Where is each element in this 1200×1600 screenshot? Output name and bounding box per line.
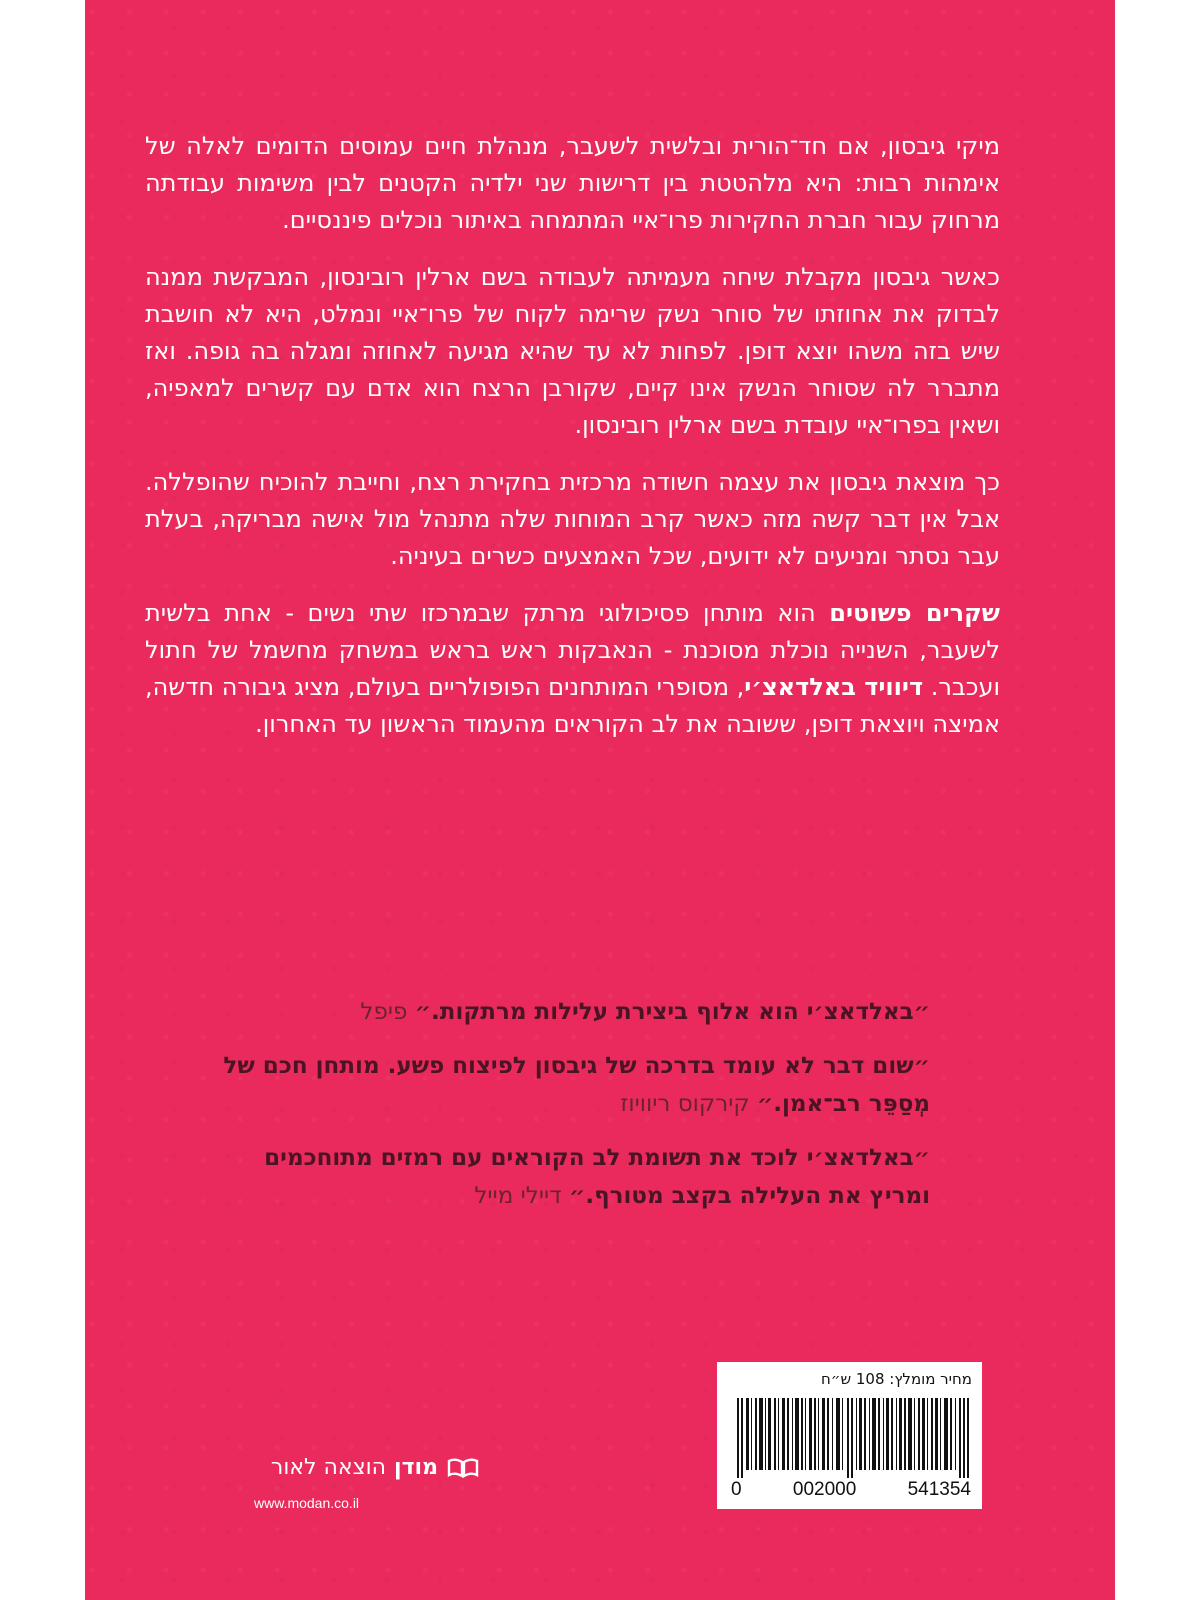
blurb-paragraph-2: כאשר גיבסון מקבלת שיחה מעמיתה לעבודה בשם ארלין רובינסון, המבקשת ממנה לבדוק את אחוזתו של סוחר נשק שרימה לקוח של פרו־איי ונמלט, היא לא חושבת שיש בזה משהו יוצא דופן. לפחות לא עד שהיא מגיעה לאחוזה ומגלה בה גופה. ואז מתברר לה שסוחר הנשק אינו קיים, שקורבן הרצח הוא אדם עם קשרים למאפיה, ושאין בפרו־איי עובדת בשם ארלין רובינסון. (145, 263, 1000, 439)
barcode-digit-group: 002000 (792, 1479, 857, 1500)
quote-source: קירקוס ריוויוז (620, 1091, 750, 1117)
modan-logo-icon (446, 1457, 480, 1479)
publisher-name-bold: מודן (394, 1455, 438, 1480)
barcode-icon (737, 1398, 969, 1478)
barcode-box (717, 1362, 982, 1509)
price-label: מחיר מומלץ: 108 ש״ח (821, 1370, 972, 1388)
review-quote (200, 1139, 930, 1215)
quote-source: פיפל (360, 999, 408, 1025)
publisher-name-rest: הוצאה לאור (270, 1455, 387, 1480)
book-title: שקרים פשוטים (829, 599, 1000, 627)
blurb-paragraph-1: מיקי גיבסון, אם חד־הורית ובלשית לשעבר, מנהלת חיים עמוסים הדומים לאלה של אימהות רבות: היא מלהטטת בין דרישות שני ילדיה הקטנים לבין משימות עבודתה מרחוק עבור חברת החקירות פרו־איי המתמחה באיתור נוכלים פיננסיים. (145, 132, 1000, 234)
blurb (145, 128, 1000, 763)
author-name: דיוויד באלדאצ׳י (744, 673, 924, 701)
barcode-digit-group: 541354 (907, 1479, 971, 1500)
blurb-text: הוא מותחן פסיכולוגי מרתק שבמרכזו שתי נשים - אחת בלשית לשעבר, השנייה נוכלת מסוכנת - הנאבקות ראש בראש במשחק מחשמל של חתול ועכבר. (145, 599, 1001, 701)
quote-source: דיילי מייל (474, 1183, 562, 1209)
quote-text: ״באלדאצ׳י לוכד את תשומת לב הקוראים עם רמזים מתוחכמים ומריץ את העלילה בקצב מטורף.״ (264, 1145, 930, 1209)
quote-text: ״שום דבר לא עומד בדרכה של גיבסון לפיצוח פשע. מותחן חכם של מְסַפֵּר רב־אמן.״ (223, 1053, 930, 1117)
review-quotes (200, 993, 930, 1231)
barcode-digits (731, 1479, 971, 1501)
blurb-text: , מסופרי המותחנים הפופולריים בעולם, מציג גיבורה חדשה, אמיצה ויוצאת דופן, ששובה את לב הקוראים מהעמוד הראשון עד האחרון. (145, 673, 1000, 738)
blurb-paragraph-3: כך מוצאת גיבסון את עצמה חשודה מרכזית בחקירת רצח, וחייבת להוכיח שהופללה. אבל אין דבר קשה מזה כאשר קרב המוחות שלה מתנהל מול אישה מבריקה, בעלת עבר נסתר ומניעים לא ידועים, שכל האמצעים כשרים בעיניה. (145, 468, 1000, 570)
barcode-digit-group: 0 (731, 1479, 742, 1500)
publisher-url: www.modan.co.il (254, 1495, 360, 1511)
blurb-paragraph-4 (145, 595, 1000, 743)
review-quote (200, 993, 930, 1031)
quote-text: ״באלדאצ׳י הוא אלוף ביצירת עלילות מרתקות.״ (414, 999, 930, 1025)
publisher-block (220, 1455, 480, 1525)
review-quote (200, 1047, 930, 1123)
publisher-name (271, 1455, 480, 1480)
